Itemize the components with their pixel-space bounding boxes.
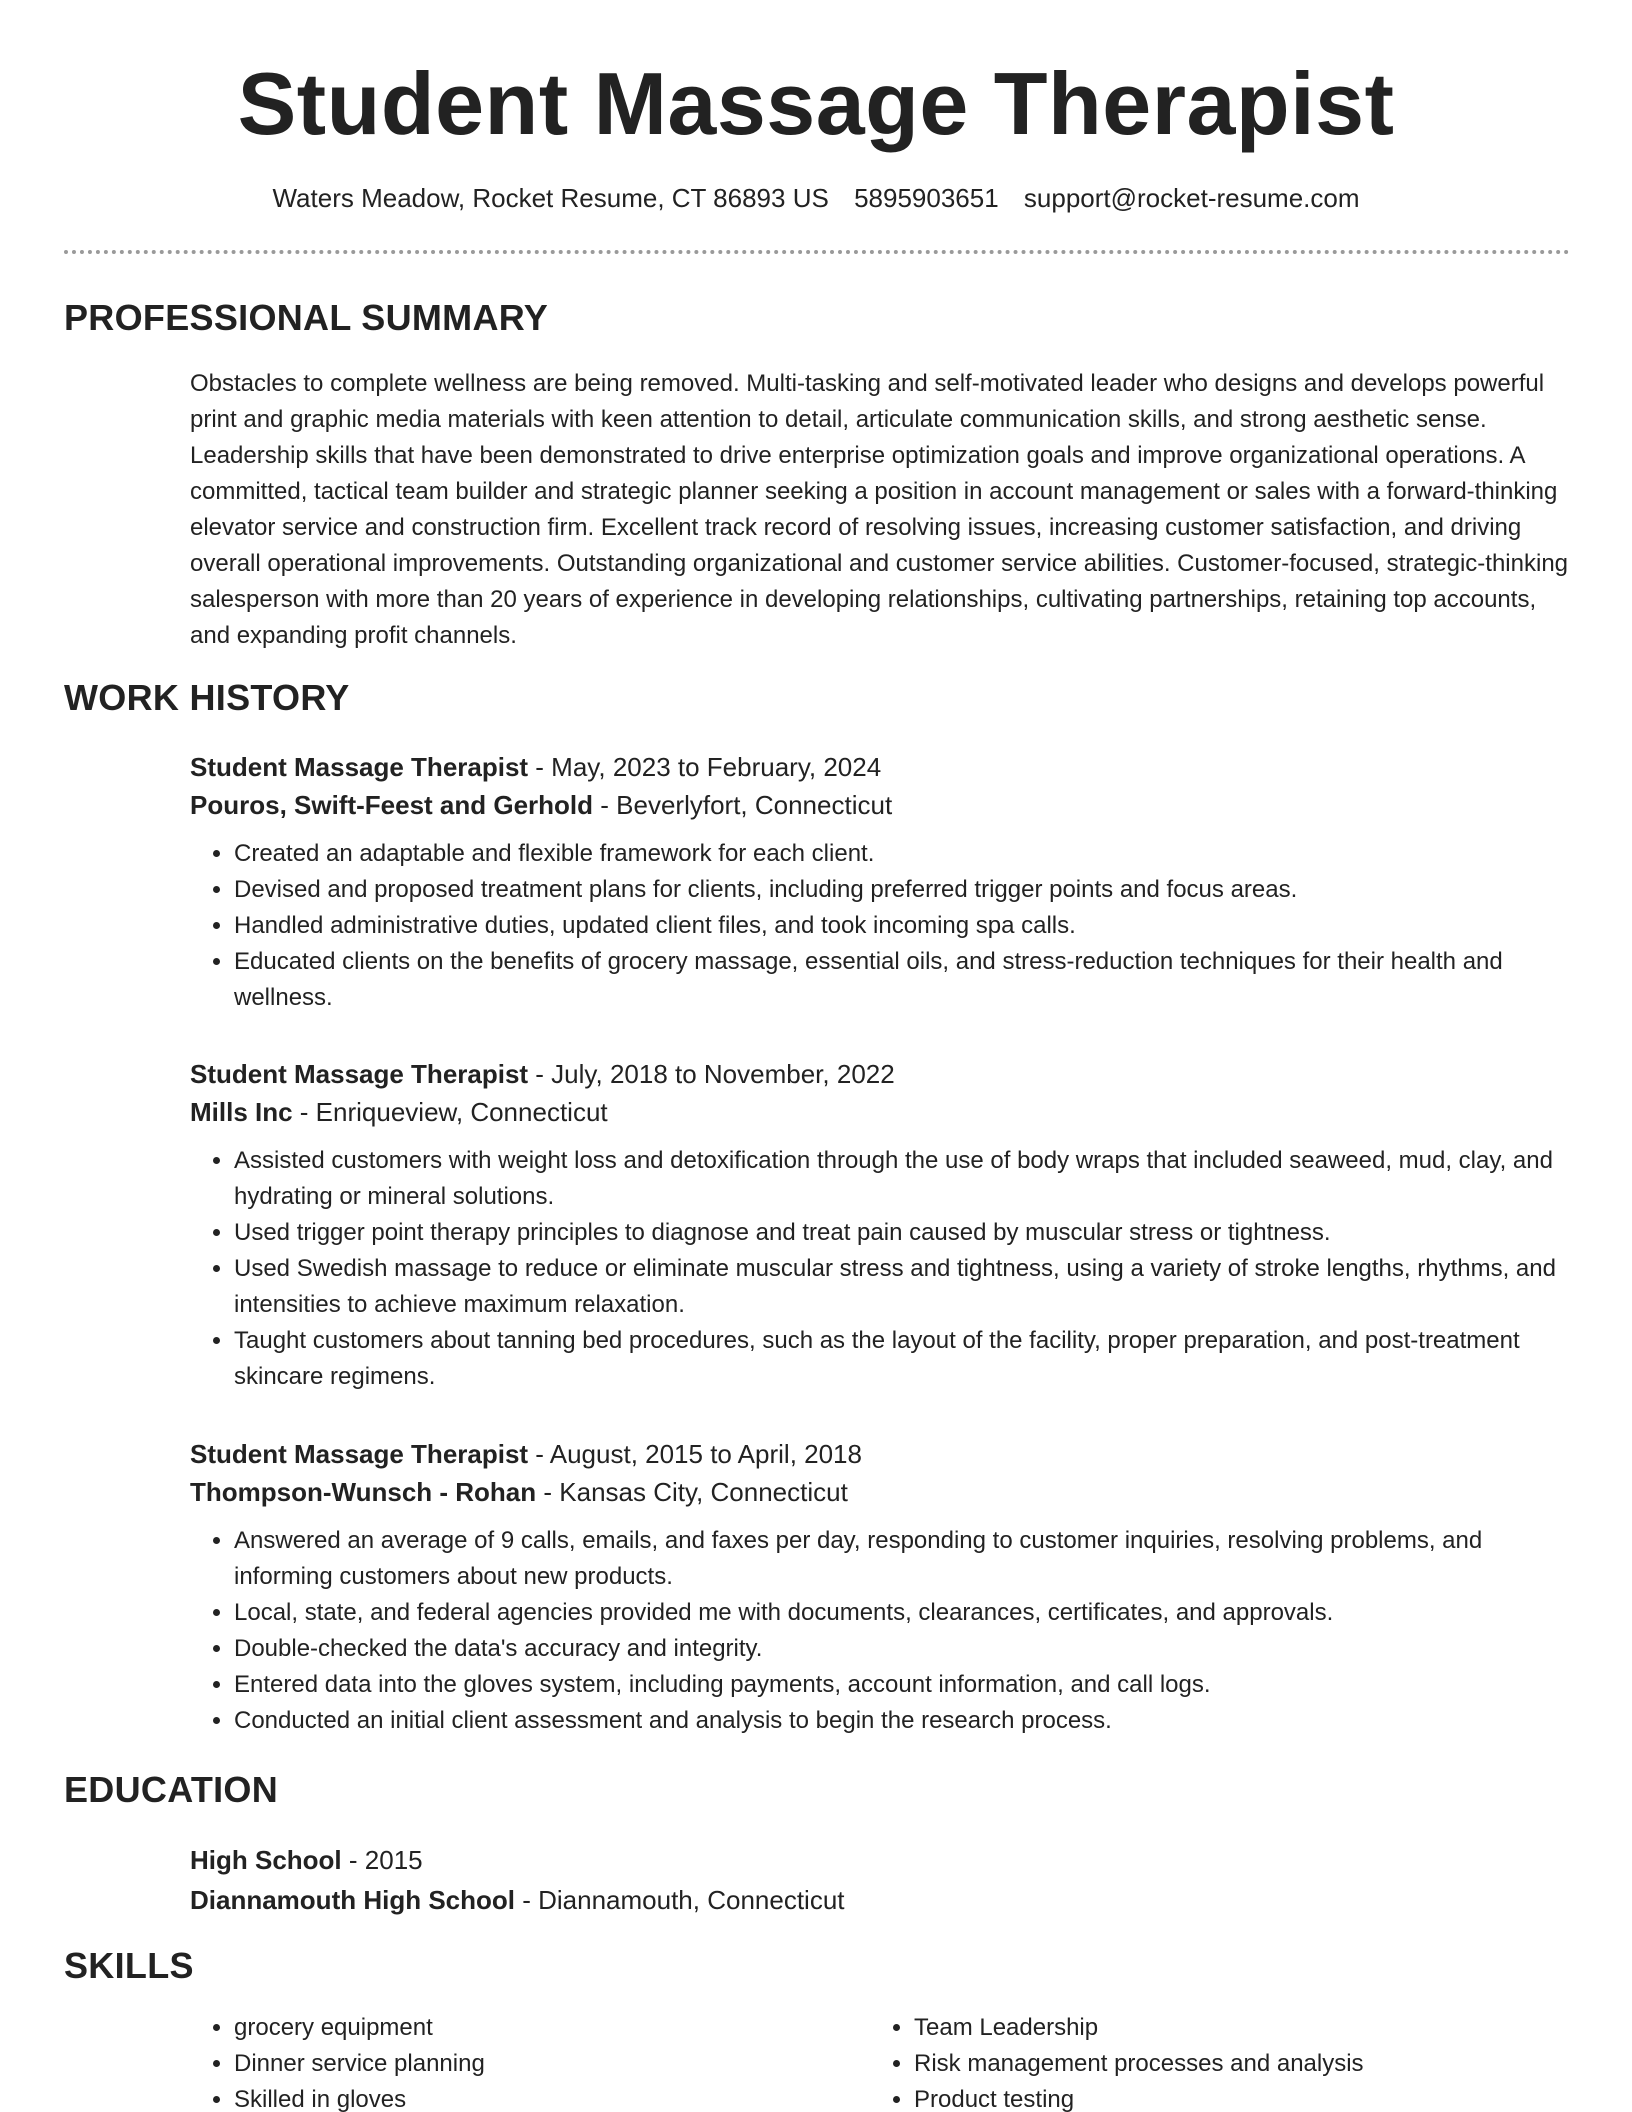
job-bullet: • Double-checked the data's accuracy and integrity. [234, 1631, 1570, 1667]
job-dates: - August, 2015 to April, 2018 [528, 1439, 862, 1469]
job-company: Pouros, Swift-Feest and Gerhold [190, 790, 594, 820]
job-bullet: • Conducted an initial client assessment and analysis to begin the research process. [234, 1703, 1570, 1739]
skill-item: • Risk management processes and analysis [914, 2046, 1550, 2082]
job-bullet: • Used trigger point therapy principles to diagnose and treat pain caused by muscular stress or tightness. [234, 1215, 1570, 1251]
education-heading: EDUCATION [64, 1769, 279, 1810]
job-bullet: • Used Swedish massage to reduce or eliminate muscular stress and tightness, using a variety of stroke lengths, rhythms, and intensities to achieve maximum relaxation. [234, 1251, 1570, 1323]
job-dates: - May, 2023 to February, 2024 [528, 752, 882, 782]
job-company: Thompson-Wunsch - Rohan [190, 1477, 537, 1507]
summary-heading: PROFESSIONAL SUMMARY [64, 297, 549, 338]
job-bullet: • Assisted customers with weight loss and detoxification through the use of body wraps that included seaweed, mud, clay, and hydrating or mineral solutions. [234, 1143, 1570, 1215]
job-title: Student Massage Therapist [190, 752, 529, 782]
job-location: - Kansas City, Connecticut [536, 1477, 848, 1507]
skill-item: • Dinner service planning [234, 2046, 870, 2082]
summary-text: Obstacles to complete wellness are being removed. Multi-tasking and self-motivated leader who designs and develops powerful print and graphic media materials with keen attention to detail, articulate communication skills, and strong aesthetic sense. Leadership skills that have been demonstrated to drive enterprise optimization goals and improve organizational operations. A committed, tactical team builder and strategic planner seeking a position in account management or sales with a forward-thinking elevator service and construction firm. Excellent track record of resolving issues, increasing customer satisfaction, and driving overall operational improvements. Outstanding organizational and customer service abilities. Customer-focused, strategic-thinking salesperson with more than 20 years of experience in developing relationships, cultivating partnerships, retaining top accounts, and expanding profit channels. [190, 370, 1569, 649]
education-school-line [190, 1880, 1570, 1920]
job-title-line [190, 748, 1570, 786]
contact-phone: 5895903651 [854, 183, 999, 213]
job-bullet: • Educated clients on the benefits of grocery massage, essential oils, and stress-reduction techniques for their health and wellness. [234, 944, 1570, 1016]
job-bullet: • Entered data into the gloves system, including payments, account information, and call logs. [234, 1667, 1570, 1703]
work-history-heading: WORK HISTORY [64, 677, 350, 718]
skills-list [190, 2010, 1570, 2112]
skills-column-left [190, 2010, 870, 2112]
skill-item: • Team Leadership [914, 2010, 1550, 2046]
skill-item: • Product testing [914, 2082, 1550, 2112]
job-title: Student Massage Therapist [190, 1059, 529, 1089]
header-divider [64, 250, 1570, 254]
job-bullets [190, 1143, 1570, 1395]
education-school: Diannamouth High School [190, 1885, 515, 1915]
job-bullets [190, 1523, 1570, 1739]
skills-heading: SKILLS [64, 1945, 194, 1986]
job-company-line [190, 1473, 1570, 1511]
job-title: Student Massage Therapist [190, 1439, 529, 1469]
job-title-line [190, 1435, 1570, 1473]
job-title-line [190, 1055, 1570, 1093]
job-entry [190, 1435, 1570, 1739]
education-degree-line [190, 1840, 1570, 1880]
education-entry [190, 1840, 1570, 1920]
job-bullet: • Handled administrative duties, updated client files, and took incoming spa calls. [234, 908, 1570, 944]
job-entry [190, 748, 1570, 1016]
resume-name: Student Massage Therapist [237, 54, 1395, 153]
skill-item: • Skilled in gloves [234, 2082, 870, 2112]
education-location: - Diannamouth, Connecticut [515, 1885, 845, 1915]
job-bullet: • Devised and proposed treatment plans for clients, including preferred trigger points and focus areas. [234, 872, 1570, 908]
job-bullet: • Local, state, and federal agencies provided me with documents, clearances, certificates, and approvals. [234, 1595, 1570, 1631]
job-bullet: • Created an adaptable and flexible framework for each client. [234, 836, 1570, 872]
job-company-line [190, 786, 1570, 824]
skills-column-right [870, 2010, 1550, 2112]
contact-line [0, 180, 1632, 216]
job-location: - Beverlyfort, Connecticut [593, 790, 893, 820]
job-company: Mills Inc [190, 1097, 293, 1127]
job-bullet: • Taught customers about tanning bed procedures, such as the layout of the facility, proper preparation, and post-treatment skincare regimens. [234, 1323, 1570, 1395]
job-bullet: • Answered an average of 9 calls, emails, and faxes per day, responding to customer inquiries, resolving problems, and informing customers about new products. [234, 1523, 1570, 1595]
job-dates: - July, 2018 to November, 2022 [528, 1059, 895, 1089]
contact-address: Waters Meadow, Rocket Resume, CT 86893 US [272, 183, 829, 213]
job-company-line [190, 1093, 1570, 1131]
job-location: - Enriqueview, Connecticut [292, 1097, 608, 1127]
education-degree: High School [190, 1845, 342, 1875]
skill-item: • grocery equipment [234, 2010, 870, 2046]
job-entry [190, 1055, 1570, 1395]
contact-email: support@rocket-resume.com [1023, 183, 1360, 213]
education-year: - 2015 [341, 1845, 423, 1875]
job-bullets [190, 836, 1570, 1016]
